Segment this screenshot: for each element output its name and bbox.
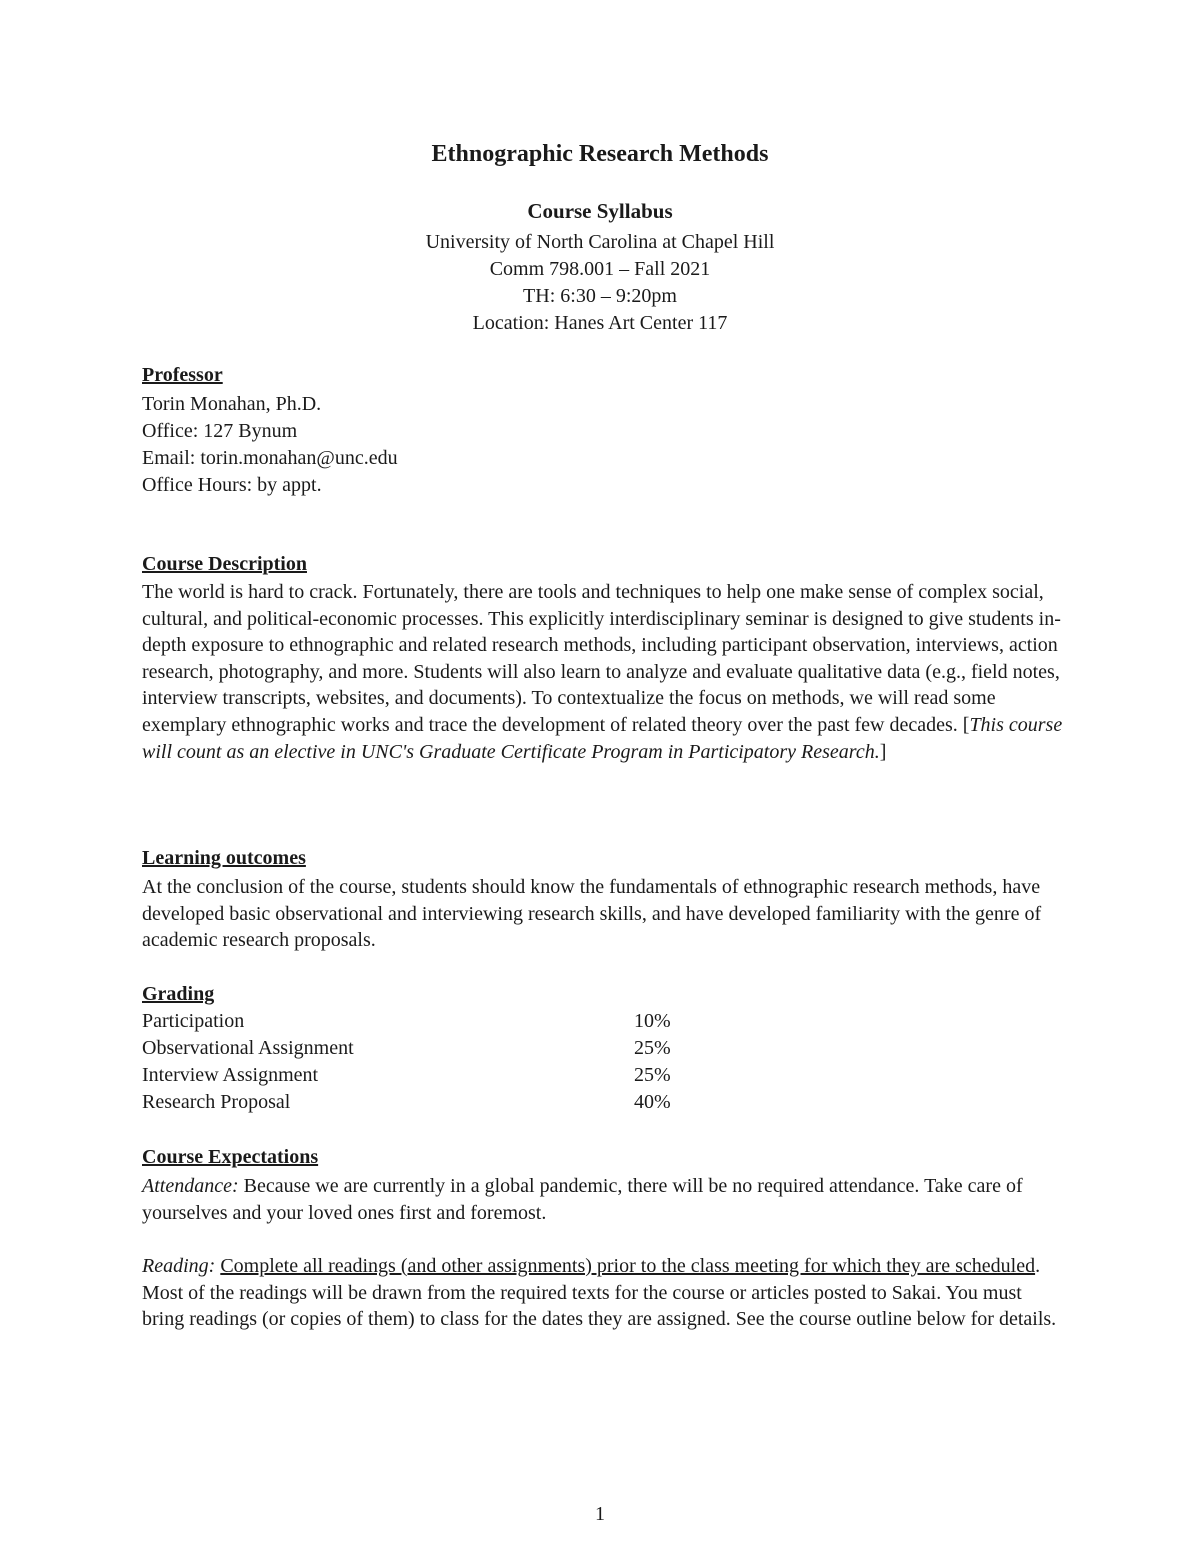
document-title: Ethnographic Research Methods bbox=[431, 141, 769, 167]
location-line: Location: Hanes Art Center 117 bbox=[472, 312, 728, 334]
grading-label: Observational Assignment bbox=[142, 1037, 354, 1059]
grading-label: Research Proposal bbox=[142, 1091, 291, 1113]
professor-heading: Professor bbox=[142, 364, 223, 386]
professor-office: Office: 127 Bynum bbox=[142, 420, 298, 442]
professor-hours: Office Hours: by appt. bbox=[142, 474, 322, 496]
university-line: University of North Carolina at Chapel Hill bbox=[425, 231, 775, 253]
description-text: The world is hard to crack. Fortunately, there are tools and techniques to help one make sense of complex social, cultural, and political-economic processes. This explicitly interdisciplinary seminar is designed to give students in-depth exposure to ethnographic and related research methods, including participant observation, interviews, action research, photography, and more. Students will also learn to analyze and evaluate qualitative data (e.g., field notes, interview transcripts, websites, and documents). To contextualize the focus on methods, we will read some exemplary ethnographic works and trace the development of related theory over the past few decades. [ bbox=[142, 581, 1061, 736]
reading-label: Reading: bbox=[142, 1255, 216, 1277]
attendance-paragraph bbox=[142, 1173, 1067, 1226]
grading-value: 25% bbox=[634, 1037, 671, 1059]
reading-emphasis: Complete all readings (and other assignments) prior to the class meeting for which they are scheduled bbox=[220, 1255, 1036, 1277]
professor-email: Email: torin.monahan@unc.edu bbox=[142, 447, 398, 469]
page-number: 1 bbox=[595, 1503, 605, 1525]
attendance-label: Attendance: bbox=[142, 1175, 239, 1197]
grading-label: Participation bbox=[142, 1010, 245, 1032]
document-subtitle: Course Syllabus bbox=[527, 199, 673, 223]
grading-value: 10% bbox=[634, 1010, 671, 1032]
attendance-text: Because we are currently in a global pandemic, there will be no required attendance. Take care of yourselves and your loved ones first and foremost. bbox=[142, 1175, 1023, 1224]
grading-value: 40% bbox=[634, 1091, 671, 1113]
reading-paragraph bbox=[142, 1253, 1067, 1333]
outcomes-heading: Learning outcomes bbox=[142, 847, 306, 869]
schedule-line: TH: 6:30 – 9:20pm bbox=[523, 285, 677, 307]
course-line: Comm 798.001 – Fall 2021 bbox=[489, 258, 711, 280]
grading-value: 25% bbox=[634, 1064, 671, 1086]
expectations-heading: Course Expectations bbox=[142, 1146, 319, 1168]
reading-text: . Most of the readings will be drawn from the required texts for the course or articles posted to Sakai. You must bring readings (or copies of them) to class for the dates they are assigned. See the course outline below for details. bbox=[142, 1255, 1057, 1331]
grading-heading: Grading bbox=[142, 983, 215, 1005]
grading-label: Interview Assignment bbox=[142, 1064, 319, 1086]
note-close-bracket: ] bbox=[879, 740, 887, 763]
professor-name: Torin Monahan, Ph.D. bbox=[142, 393, 322, 415]
description-paragraph bbox=[142, 579, 1067, 765]
certificate-note: This course will count as an elective in UNC's Graduate Certificate Program in Participatory Research. bbox=[142, 713, 1063, 763]
outcomes-paragraph: At the conclusion of the course, students should know the fundamentals of ethnographic research methods, have developed basic observational and interviewing research skills, and have developed familiarity with the genre of academic research proposals. bbox=[142, 876, 1042, 952]
description-heading: Course Description bbox=[142, 553, 307, 575]
